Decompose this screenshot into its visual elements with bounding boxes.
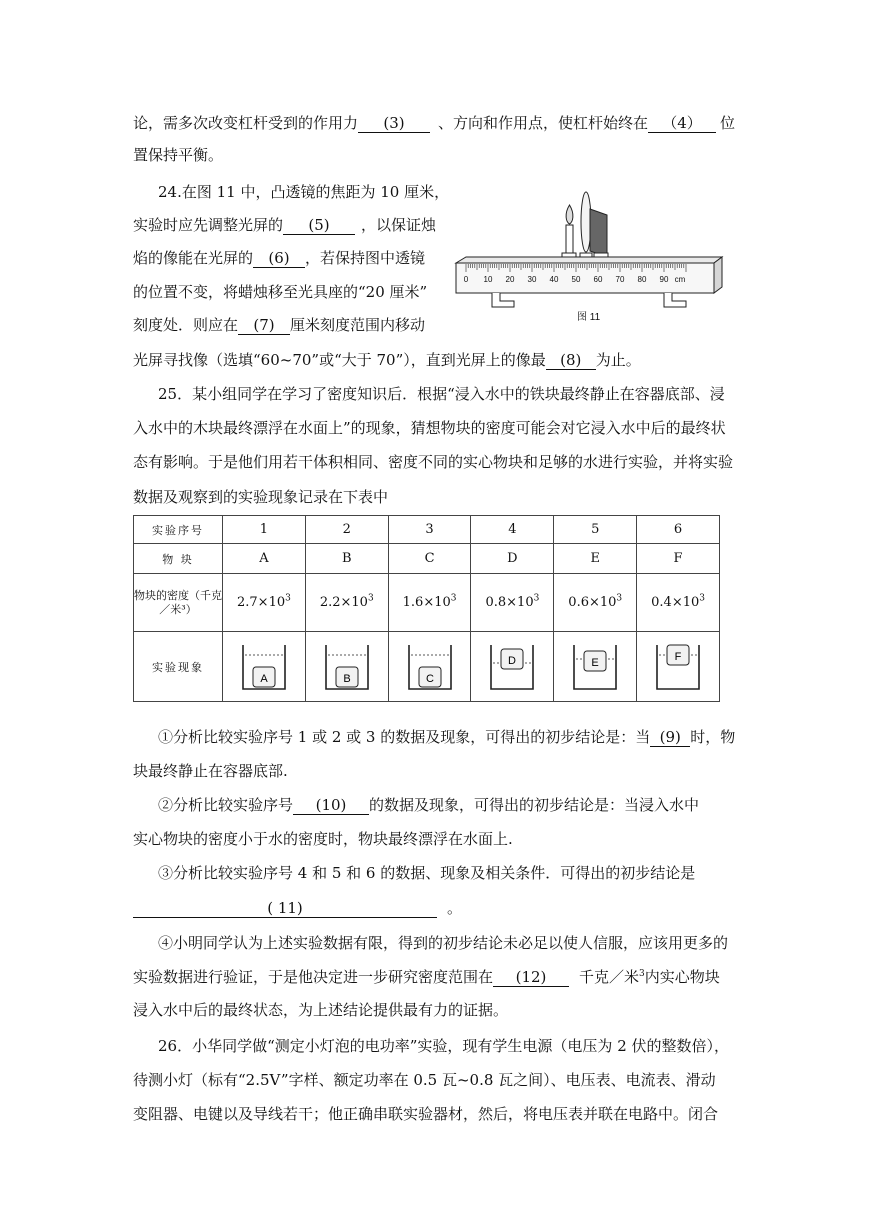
block-cell: C — [388, 544, 471, 574]
serial-cell: 3 — [388, 516, 471, 544]
q25-line-4: 数据及观察到的实验现象记录在下表中 — [133, 488, 389, 506]
conclusion-3-line-1: ③分析比较实验序号 4 和 5 和 6 的数据、现象及相关条件．可得出的初步结论是 — [158, 864, 696, 882]
svg-text:B: B — [343, 672, 351, 685]
blank-7[interactable]: (7) — [238, 316, 290, 335]
phenomenon-cell — [388, 632, 471, 702]
light-screen-icon — [590, 209, 607, 257]
serial-cell: 6 — [637, 516, 720, 544]
block-cell: F — [637, 544, 720, 574]
row-density — [134, 574, 720, 632]
q26-line-1: 26．小华同学做“测定小灯泡的电功率”实验，现有学生电源（电压为 2 伏的整数倍）， — [158, 1037, 730, 1055]
ruler-label: 30 — [527, 275, 537, 284]
optical-bench-figure — [452, 187, 727, 327]
q26-line-3: 变阻器、电键以及导线若干；他正确串联实验器材，然后，将电压表并联在电路中。闭合 — [133, 1105, 719, 1123]
phenomenon-cell — [223, 632, 306, 702]
phenomenon-cell — [471, 632, 554, 702]
density-cell: $0.4\times 10^3$ — [637, 574, 720, 632]
line-1: 论，需多次改变杠杆受到的作用力 (3) 、方向和作用点，使杠杆始终在 （4） 位 — [133, 114, 736, 132]
phenomenon-cell — [637, 632, 720, 702]
q25-line-2: 入水中的木块最终漂浮在水面上”的现象，猜想物块的密度可能会对它浸入水中后的最终状 — [133, 419, 726, 437]
line-2: 置保持平衡。 — [133, 146, 224, 164]
svg-text:A: A — [260, 672, 268, 685]
conclusion-1-line-2: 块最终静止在容器底部. — [133, 762, 288, 780]
q24-line-6: 光屏寻找像（选填“60~70”或“大于 70”），直到光屏上的像最 (8) 为止。 — [133, 351, 641, 369]
serial-cell: 4 — [471, 516, 554, 544]
conclusion-4-line-2: 实验数据进行验证，于是他决定进一步研究密度范围在 (12) 千克／米$^3$内实心物块 — [133, 968, 720, 986]
blank-3[interactable]: (3) — [358, 114, 430, 133]
blank-6[interactable]: (6) — [253, 249, 305, 268]
ruler-label: 20 — [505, 275, 515, 284]
ruler-label: 0 — [463, 275, 469, 284]
header-density: 物块的密度（千克／米³） — [134, 574, 223, 632]
conclusion-2-line-2: 实心物块的密度小于水的密度时，物块最终漂浮在水面上. — [133, 830, 513, 848]
phenomenon-cell — [305, 632, 388, 702]
conclusion-4-line-3: 浸入水中后的最终状态，为上述结论提供最有力的证据。 — [133, 1001, 509, 1019]
q25-line-1: 25．某小组同学在学习了密度知识后．根据“浸入水中的铁块最终静止在容器底部、浸 — [158, 385, 725, 403]
row-serial — [134, 516, 720, 544]
q24-line-5: 刻度处．则应在 (7) 厘米刻度范围内移动 — [133, 316, 426, 334]
serial-cell: 1 — [223, 516, 306, 544]
block-cell: A — [223, 544, 306, 574]
conclusion-3-line-2: ( 11) 。 — [133, 898, 462, 918]
row-phenomenon — [134, 632, 720, 702]
serial-cell: 5 — [554, 516, 637, 544]
svg-text:F: F — [674, 650, 682, 663]
q24-line-3: 焰的像能在光屏的 (6) ，若保持图中透镜 — [133, 249, 426, 267]
q24-line-1: 24.在图 11 中，凸透镜的焦距为 10 厘米， — [158, 183, 450, 201]
conclusion-2-line-1: ②分析比较实验序号 (10) 的数据及现象，可得出的初步结论是：当浸入水中 — [158, 796, 700, 814]
beaker-icon — [324, 643, 370, 691]
beaker-icon — [407, 643, 453, 691]
density-cell: $0.6\times 10^3$ — [554, 574, 637, 632]
svg-text:E: E — [591, 656, 599, 669]
blank-8[interactable]: (8) — [546, 351, 596, 370]
ruler-label: 60 — [593, 275, 603, 284]
ruler-label: cm — [674, 275, 686, 284]
ruler-label: 70 — [615, 275, 625, 284]
conclusion-1-line-1: ①分析比较实验序号 1 或 2 或 3 的数据及现象，可得出的初步结论是：当 (9) 时，物 — [158, 728, 736, 746]
phenomenon-cell — [554, 632, 637, 702]
q25-line-3: 态有影响。于是他们用若干体积相同、密度不同的实心物块和足够的水进行实验，并将实验 — [133, 453, 734, 471]
ruler-label: 40 — [549, 275, 559, 284]
block-cell: E — [554, 544, 637, 574]
header-serial: 实验序号 — [134, 516, 223, 544]
blank-4[interactable]: （4） — [648, 114, 716, 133]
figure-caption: 图 11 — [577, 312, 601, 323]
svg-text:D: D — [508, 654, 517, 667]
ruler-label: 10 — [483, 275, 493, 284]
bench-top — [456, 257, 722, 263]
beaker-icon — [655, 643, 701, 691]
blank-5[interactable]: (5) — [283, 216, 355, 235]
header-phenomenon: 实验现象 — [134, 632, 223, 702]
q24-line-4: 的位置不变，将蜡烛移至光具座的“20 厘米” — [133, 283, 428, 301]
beaker-icon — [572, 643, 618, 691]
candle-icon — [566, 225, 573, 255]
ruler-label: 80 — [637, 275, 647, 284]
density-cell: $0.8\times 10^3$ — [471, 574, 554, 632]
blank-11[interactable]: ( 11) — [133, 899, 437, 918]
experiment-table — [133, 515, 720, 702]
ruler-label: 90 — [659, 275, 669, 284]
conclusion-4-line-1: ④小明同学认为上述实验数据有限，得到的初步结论未必足以使人信服，应该用更多的 — [158, 934, 729, 952]
density-cell: $2.7\times 10^3$ — [223, 574, 306, 632]
svg-text:C: C — [425, 672, 434, 685]
blank-10[interactable]: (10) — [293, 796, 369, 815]
beaker-icon — [241, 643, 287, 691]
row-block — [134, 544, 720, 574]
blank-12[interactable]: (12) — [493, 968, 569, 987]
block-cell: D — [471, 544, 554, 574]
flame-icon — [566, 205, 573, 224]
header-block: 物 块 — [134, 544, 223, 574]
blank-9[interactable]: (9) — [650, 728, 690, 747]
beaker-icon — [489, 643, 535, 691]
density-cell: $1.6\times 10^3$ — [388, 574, 471, 632]
density-cell: $2.2\times 10^3$ — [305, 574, 388, 632]
block-cell: B — [305, 544, 388, 574]
ruler-label: 50 — [571, 275, 581, 284]
q24-line-2: 实验时应先调整光屏的 (5) ，以保证烛 — [133, 216, 437, 234]
serial-cell: 2 — [305, 516, 388, 544]
q26-line-2: 待测小灯（标有“2.5V”字样、额定功率在 0.5 瓦~0.8 瓦之间）、电压表、电流表、滑动 — [133, 1071, 716, 1089]
